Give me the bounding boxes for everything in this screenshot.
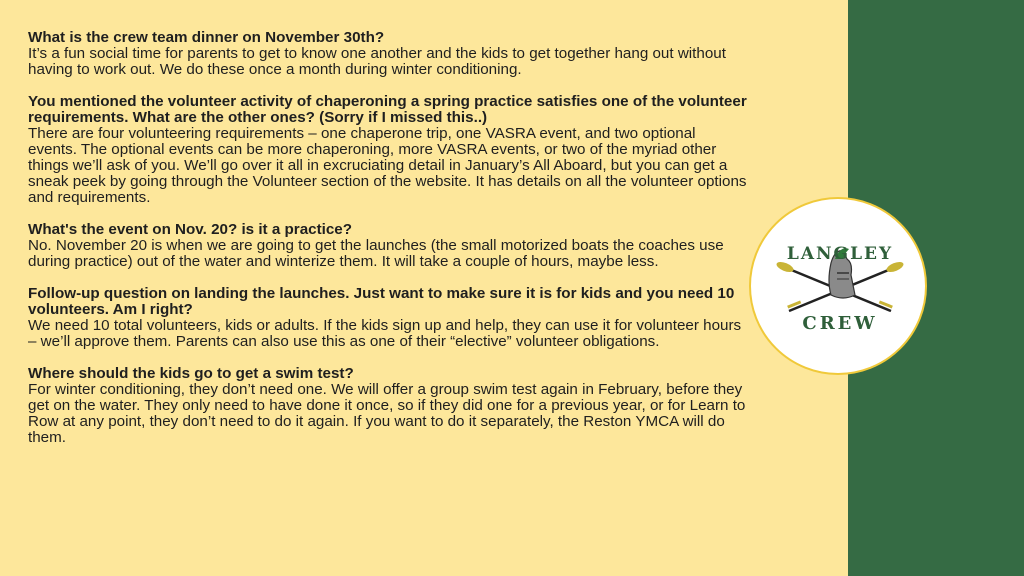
faq-content <box>28 30 748 462</box>
faq-question: What's the event on Nov. 20? is it a practice? <box>28 221 353 238</box>
logo-bottom-text: CREW <box>802 313 878 334</box>
faq-answer: We need 10 total volunteers, kids or adults. If the kids sign up and help, they can use it for volunteer hours – we’ll approve them. Parents can also use this as one of their “elective” volunteer obligations. <box>28 317 742 350</box>
faq-question: Where should the kids go to get a swim test? <box>28 365 354 382</box>
logo-top-label: LANGLEY <box>786 244 894 264</box>
faq-question: Follow-up question on landing the launches. Just want to make sure it is for kids and you need 10 volunteers. Am I right? <box>28 285 735 318</box>
faq-answer: It’s a fun social time for parents to get to know one another and the kids to get together hang out without having to work out. We do these once a month during winter conditioning. <box>28 45 726 78</box>
faq-question: You mentioned the volunteer activity of chaperoning a spring practice satisfies one of the volunteer requirements. What are the other ones? (Sorry if I missed this..) <box>28 93 747 126</box>
faq-item <box>28 94 748 206</box>
faq-item <box>28 286 748 350</box>
logo-graphic <box>751 199 929 377</box>
langley-crew-logo <box>749 197 927 375</box>
faq-item <box>28 30 748 78</box>
faq-answer: For winter conditioning, they don’t need one. We will offer a group swim test again in February, before they get on the water. They only need to have done it once, so if they did one for a previous year, or for Learn to Row at any point, they don’t need to do it again. If you want to do it separately, the Reston YMCA will do them. <box>28 381 746 446</box>
faq-answer: There are four volunteering requirements – one chaperone trip, one VASRA event, and two optional events. The optional events can be more chaperoning, more VASRA events, or two of the myriad other things we’ll ask of you. We’ll go over it all in excruciating detail in January’s All Aboard, but you can get a sneak peek by going through the Volunteer section of the website. It has details on all the volunteer options and requirements. <box>28 125 747 206</box>
faq-item <box>28 366 748 446</box>
faq-answer: No. November 20 is when we are going to get the launches (the small motorized boats the coaches use during practice) out of the water and winterize them. It will take a couple of hours, maybe less. <box>28 237 724 270</box>
faq-item <box>28 222 748 270</box>
faq-question: What is the crew team dinner on November 30th? <box>28 29 385 46</box>
